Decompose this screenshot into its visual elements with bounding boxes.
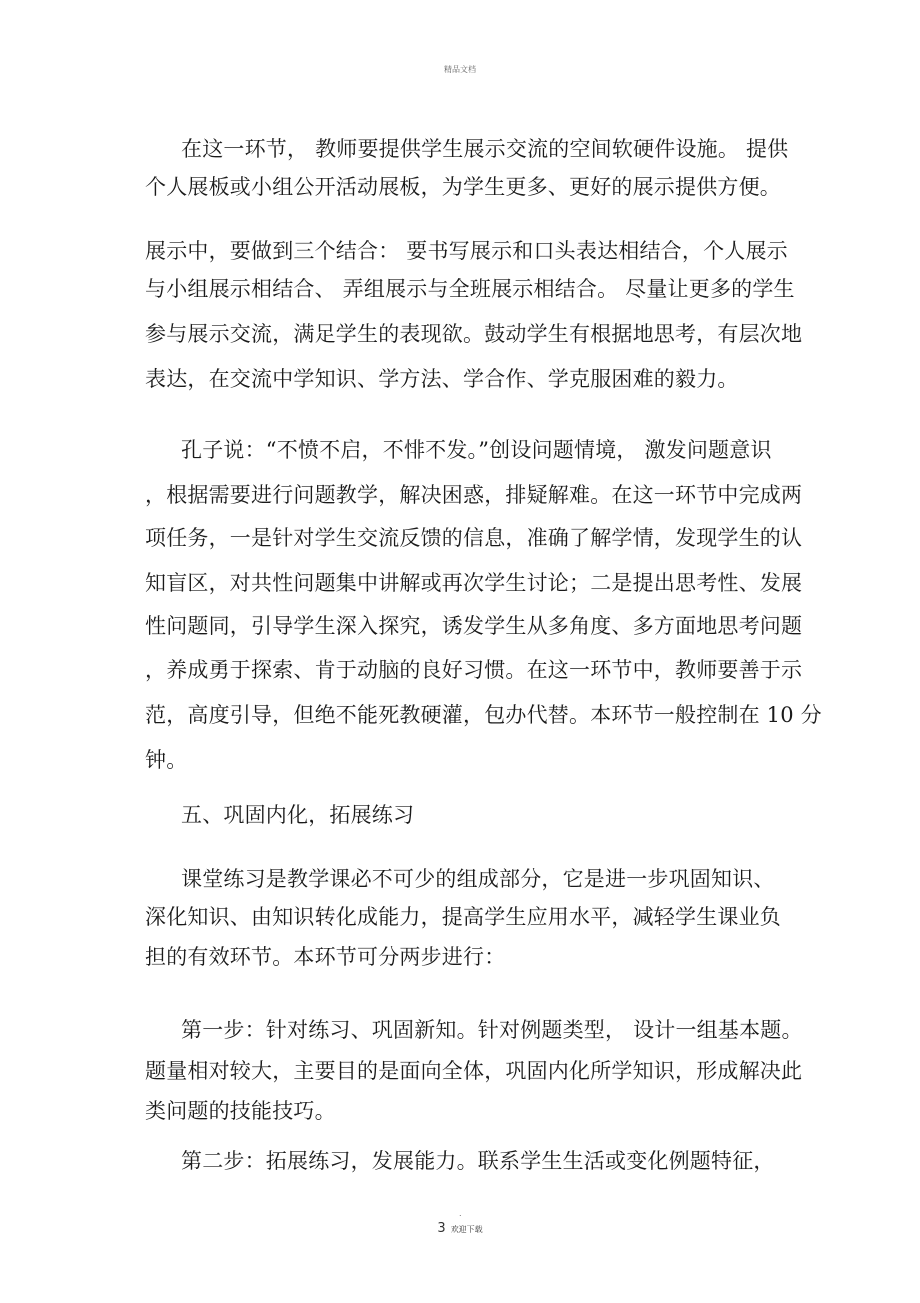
- text-line: 担的有效环节。本环节可分两步进行：: [145, 945, 506, 969]
- text-line: 类问题的技能技巧。: [145, 1099, 336, 1123]
- text-line: 项任务，一是针对学生交流反馈的信息，准确了解学情，发现学生的认: [145, 526, 803, 550]
- text-line: ，根据需要进行问题教学，解决困惑，排疑解难。在这一环节中完成两: [145, 483, 803, 507]
- text-line: 孔子说：“不愤不启，不悱不发。”创设问题情境， 激发问题意识: [181, 438, 772, 462]
- text-line: ，养成勇于探索、肯于动脑的良好习惯。在这一环节中，教师要善于示: [145, 658, 803, 682]
- text-line: 与小组展示相结合、 弄组展示与全班展示相结合。 尽量让更多的学生: [145, 277, 795, 301]
- text-line: 个人展板或小组公开活动展板，为学生更多、更好的展示提供方便。: [145, 175, 781, 199]
- text-line: 展示中，要做到三个结合： 要书写展示和口头表达相结合，个人展示: [145, 239, 788, 263]
- text-line: 表达，在交流中学知识、学方法、学合作、学克服困难的毅力。: [145, 367, 739, 391]
- text-line: 性问题同，引导学生深入探究，诱发学生从多角度、多方面地思考问题: [145, 614, 803, 638]
- text-line: 范，高度引导，但绝不能死教硬灌，包办代替。本环节一般控制在 10 分: [145, 703, 822, 727]
- text-line: 钟。: [145, 748, 188, 772]
- page-footer: [0, 1209, 920, 1236]
- page-header: 精品文档: [444, 65, 476, 74]
- text-line: 在这一环节， 教师要提供学生展示交流的空间软硬件设施。 提供: [181, 137, 789, 161]
- section-heading: 五、巩固内化，拓展练习: [181, 803, 415, 827]
- text-line: 第二步：拓展练习，发展能力。联系学生生活或变化例题特征，: [181, 1149, 775, 1173]
- footer-dot: .: [459, 1209, 462, 1218]
- text-line: 深化知识、由知识转化成能力，提高学生应用水平，减轻学生课业负: [145, 905, 781, 929]
- text-line: 知盲区，对共性问题集中讲解或再次学生讨论；二是提出思考性、发展: [145, 571, 803, 595]
- page-number: 3: [437, 1221, 446, 1236]
- text-line: 参与展示交流，满足学生的表现欲。鼓动学生有根据地思考，有层次地: [145, 322, 803, 346]
- footer-text: 欢迎下载: [450, 1225, 483, 1234]
- text-line: 题量相对较大，主要目的是面向全体，巩固内化所学知识，形成解决此: [145, 1059, 803, 1083]
- text-line: 课堂练习是教学课必不可少的组成部分，它是进一步巩固知识、: [181, 867, 775, 891]
- text-line: 第一步：针对练习、巩固新知。针对例题类型， 设计一组基本题。: [181, 1018, 803, 1042]
